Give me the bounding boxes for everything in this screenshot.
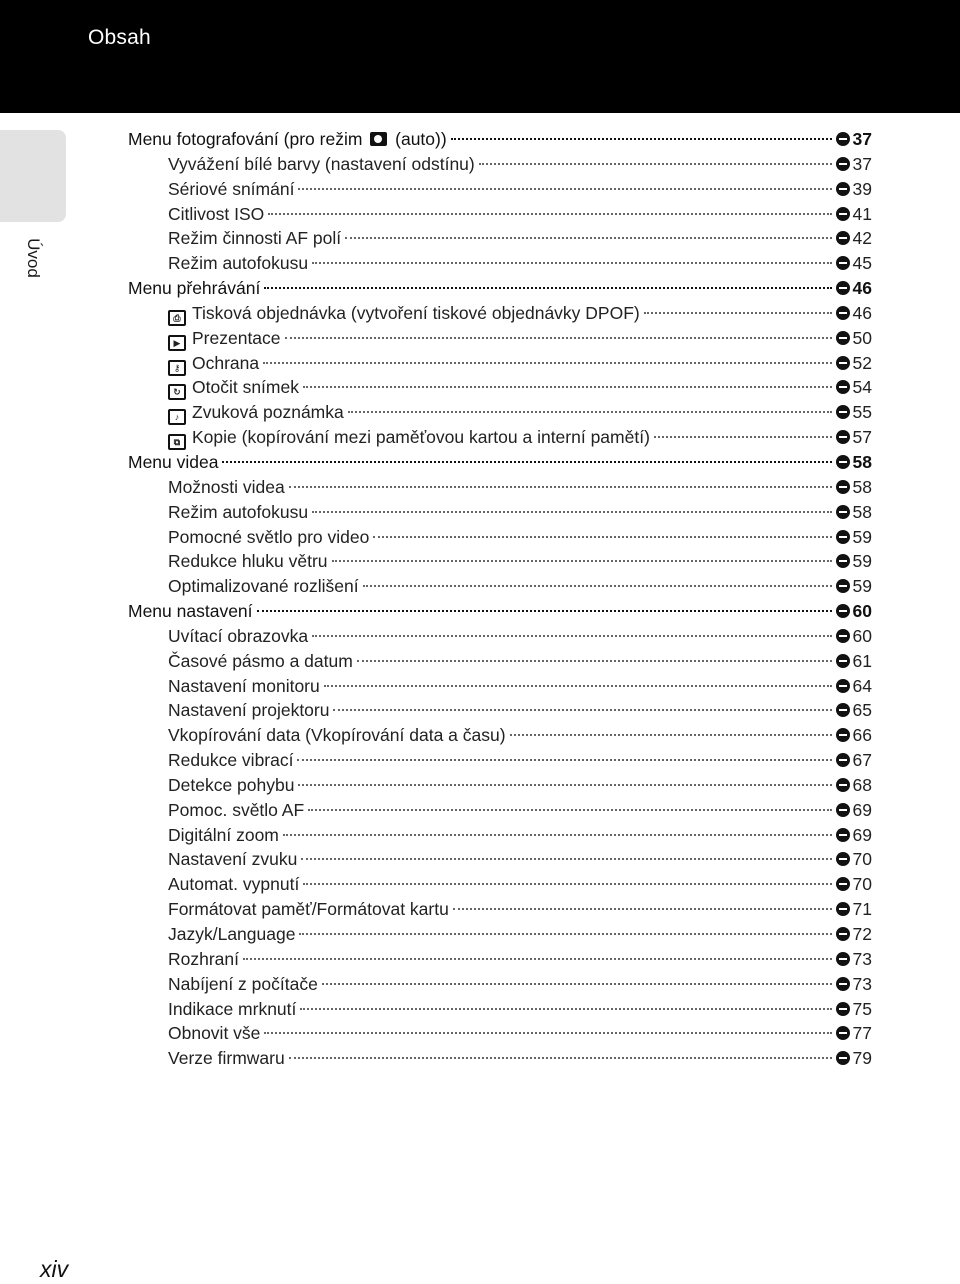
toc-entry-title: [168, 425, 650, 450]
toc-page-number: 73: [852, 973, 872, 994]
toc-title-text: Nastavení projektoru: [168, 700, 330, 721]
toc-page-number: 58: [852, 451, 872, 472]
toc-entry-title: [168, 574, 359, 599]
toc-title-text: Rozhraní: [168, 948, 240, 969]
toc-page-ref: [836, 177, 872, 202]
toc-section[interactable]: [128, 450, 872, 475]
toc-entry-title: [168, 351, 259, 376]
side-tab-label: Úvod: [24, 238, 43, 278]
toc-title-text: Detekce pohybu: [168, 774, 295, 795]
toc-title-text: Menu nastavení: [128, 601, 253, 622]
reference-section-icon: [836, 157, 850, 171]
page-header: [0, 0, 960, 113]
toc-page-ref: [836, 624, 872, 649]
toc-entry[interactable]: [128, 649, 872, 674]
toc-page-ref: [836, 549, 872, 574]
reference-section-icon: [836, 902, 850, 916]
toc-page-number: 73: [852, 948, 872, 969]
dot-leader: [644, 312, 832, 314]
toc-entry-title: [168, 947, 239, 972]
reference-section-icon: [836, 182, 850, 196]
toc-page-number: 60: [852, 601, 872, 622]
reference-section-icon: [836, 480, 850, 494]
toc-page-ref: [836, 922, 872, 947]
toc-page-number: 75: [852, 998, 872, 1019]
toc-page-number: 70: [852, 874, 872, 895]
toc-title-text: Redukce hluku větru: [168, 551, 328, 572]
toc-page-ref: [836, 475, 872, 500]
toc-entry-title: [168, 798, 304, 823]
reference-section-icon: [836, 629, 850, 643]
toc-entry[interactable]: [128, 475, 872, 500]
toc-entry-title: [168, 773, 294, 798]
reference-section-icon: [836, 530, 850, 544]
reference-section-icon: [836, 778, 850, 792]
reference-section-icon: [836, 728, 850, 742]
dot-leader: [301, 858, 831, 860]
toc-page-ref: [836, 202, 872, 227]
toc-entry[interactable]: [128, 251, 872, 276]
toc-page-ref: [836, 226, 872, 251]
reference-section-icon: [836, 405, 850, 419]
toc-page-ref: [836, 450, 872, 475]
toc-entry-title: [128, 599, 253, 624]
dot-leader: [357, 660, 832, 662]
toc-page-ref: [836, 748, 872, 773]
toc-title-text: Otočit snímek: [192, 377, 299, 398]
dot-leader: [298, 784, 831, 786]
toc-entry-title: [168, 972, 318, 997]
dot-leader: [322, 983, 832, 985]
reference-section-icon: [836, 654, 850, 668]
dot-leader: [285, 337, 832, 339]
dot-leader: [289, 486, 832, 488]
page-number: xiv: [40, 1256, 69, 1282]
toc-page-number: 69: [852, 824, 872, 845]
toc-page-number: 55: [852, 402, 872, 423]
toc-page-ref: [836, 326, 872, 351]
toc-page-number: 60: [852, 625, 872, 646]
toc-page-number: 58: [852, 476, 872, 497]
toc-entry-title: [168, 723, 506, 748]
toc-page-ref: [836, 276, 872, 301]
dot-leader: [373, 536, 831, 538]
dot-leader: [222, 461, 831, 463]
toc-entry-title: [128, 127, 447, 152]
toc-title-text: Menu přehrávání: [128, 278, 261, 299]
toc-entry[interactable]: [128, 152, 872, 177]
toc-title-part: (auto)): [390, 129, 447, 149]
toc-title-text: Digitální zoom: [168, 824, 279, 845]
toc-title-text: Vkopírování data (Vkopírování data a času): [168, 725, 506, 746]
toc-page-ref: [836, 375, 872, 400]
reference-section-icon: [836, 331, 850, 345]
toc-entry-title: [168, 748, 293, 773]
toc-entry-title: [168, 624, 308, 649]
camera-auto-icon: [370, 132, 387, 146]
toc-page-number: 46: [852, 278, 872, 299]
dot-leader: [654, 436, 832, 438]
toc-page-ref: [836, 872, 872, 897]
dot-leader: [289, 1057, 832, 1059]
reference-section-icon: [836, 977, 850, 991]
reference-section-icon: [836, 828, 850, 842]
toc-title-text: Sériové snímání: [168, 178, 295, 199]
toc-entry[interactable]: [128, 997, 872, 1022]
toc-title-text: Indikace mrknutí: [168, 998, 297, 1019]
toc-page-number: 65: [852, 700, 872, 721]
microphone-icon: ♪: [168, 409, 186, 425]
toc-page-number: 54: [852, 377, 872, 398]
toc-entry[interactable]: [128, 549, 872, 574]
toc-section[interactable]: [128, 599, 872, 624]
toc-entry-title: [168, 177, 294, 202]
toc-page-number: 52: [852, 352, 872, 373]
dot-leader: [264, 287, 831, 289]
toc-section[interactable]: [128, 127, 872, 152]
toc-entry[interactable]: [128, 947, 872, 972]
protect-key-icon: ⚷: [168, 360, 186, 376]
reference-section-icon: [836, 505, 850, 519]
toc-entry[interactable]: [128, 897, 872, 922]
toc-entry-title: [168, 897, 449, 922]
toc-title-text: Verze firmwaru: [168, 1048, 285, 1069]
toc-entry-title: [168, 525, 369, 550]
dot-leader: [243, 958, 832, 960]
toc-entry-title: [168, 549, 328, 574]
toc-title-text: Nastavení zvuku: [168, 849, 298, 870]
toc-page-number: 39: [852, 178, 872, 199]
toc-page-ref: [836, 997, 872, 1022]
toc-entry[interactable]: [128, 698, 872, 723]
toc-page-ref: [836, 525, 872, 550]
toc-page-ref: [836, 698, 872, 723]
toc-page-number: 59: [852, 526, 872, 547]
toc-title-text: Možnosti videa: [168, 476, 285, 497]
dot-leader: [303, 386, 832, 388]
reference-section-icon: [836, 1051, 850, 1065]
toc-title-text: Nastavení monitoru: [168, 675, 320, 696]
toc-title-text: Menu videa: [128, 451, 219, 472]
toc-title-text: Režim autofokusu: [168, 253, 309, 274]
toc-entry-title: [128, 450, 218, 475]
toc-page-number: 68: [852, 774, 872, 795]
print-order-icon: ⎙: [168, 310, 186, 326]
toc-entry[interactable]: [128, 400, 872, 425]
toc-entry-title: [168, 375, 299, 400]
toc-page-ref: [836, 574, 872, 599]
toc-title-text: Optimalizované rozlišení: [168, 576, 359, 597]
toc-entry[interactable]: [128, 847, 872, 872]
dot-leader: [264, 1032, 831, 1034]
toc-entry[interactable]: [128, 773, 872, 798]
toc-page-ref: [836, 847, 872, 872]
reference-section-icon: [836, 679, 850, 693]
toc-page-number: 58: [852, 501, 872, 522]
dot-leader: [299, 933, 831, 935]
dot-leader: [300, 1008, 831, 1010]
toc-page-ref: [836, 674, 872, 699]
toc-title-text: Citlivost ISO: [168, 203, 265, 224]
reference-section-icon: [836, 753, 850, 767]
reference-section-icon: [836, 604, 850, 618]
dot-leader: [298, 188, 831, 190]
toc-page-ref: [836, 599, 872, 624]
reference-section-icon: [836, 703, 850, 717]
dot-leader: [453, 908, 832, 910]
toc-entry-title: [168, 872, 299, 897]
dot-leader: [297, 759, 831, 761]
dot-leader: [312, 511, 831, 513]
toc-page-ref: [836, 972, 872, 997]
toc-page-number: 57: [852, 427, 872, 448]
toc-title-text: Režim autofokusu: [168, 501, 309, 522]
toc-page-number: 70: [852, 849, 872, 870]
toc-page-ref: [836, 500, 872, 525]
toc-entry[interactable]: [128, 375, 872, 400]
reference-section-icon: [836, 380, 850, 394]
toc-page-ref: [836, 1021, 872, 1046]
toc-entry-title: [168, 475, 285, 500]
toc-entry[interactable]: [128, 301, 872, 326]
toc-title-text: Uvítací obrazovka: [168, 625, 309, 646]
toc-entry-title: [168, 400, 344, 425]
toc-page-ref: [836, 897, 872, 922]
toc-title-text: Automat. vypnutí: [168, 874, 300, 895]
toc-entry[interactable]: [128, 748, 872, 773]
toc-title-text: Pomoc. světlo AF: [168, 799, 305, 820]
toc-entry[interactable]: [128, 922, 872, 947]
side-tab: [0, 130, 66, 222]
toc-page-ref: [836, 425, 872, 450]
toc-entry[interactable]: [128, 525, 872, 550]
toc-page-ref: [836, 773, 872, 798]
toc-title-text: Obnovit vše: [168, 1023, 261, 1044]
reference-section-icon: [836, 306, 850, 320]
slideshow-icon: ▶: [168, 335, 186, 351]
toc-entry[interactable]: [128, 872, 872, 897]
dot-leader: [312, 262, 831, 264]
toc-entry[interactable]: [128, 823, 872, 848]
rotate-image-icon: ↻: [168, 384, 186, 400]
reference-section-icon: [836, 231, 850, 245]
dot-leader: [312, 635, 831, 637]
dot-leader: [324, 685, 832, 687]
toc-entry[interactable]: [128, 972, 872, 997]
copy-icon: ⧉: [168, 434, 186, 450]
toc-entry[interactable]: [128, 351, 872, 376]
toc-page-number: 71: [852, 899, 872, 920]
dot-leader: [348, 411, 832, 413]
reference-section-icon: [836, 132, 850, 146]
reference-section-icon: [836, 579, 850, 593]
reference-section-icon: [836, 207, 850, 221]
toc-page-ref: [836, 798, 872, 823]
toc-page-number: 46: [852, 302, 872, 323]
toc-page-number: 61: [852, 650, 872, 671]
reference-section-icon: [836, 1026, 850, 1040]
toc-entry-title: [128, 276, 260, 301]
toc-entry-title: [168, 326, 281, 351]
reference-section-icon: [836, 1002, 850, 1016]
toc-page-number: 45: [852, 253, 872, 274]
dot-leader: [451, 138, 832, 140]
reference-section-icon: [836, 455, 850, 469]
reference-section-icon: [836, 927, 850, 941]
reference-section-icon: [836, 356, 850, 370]
toc-entry[interactable]: [128, 500, 872, 525]
toc-page-ref: [836, 723, 872, 748]
dot-leader: [333, 709, 831, 711]
toc-title-text: Nabíjení z počítače: [168, 973, 318, 994]
toc-entry[interactable]: [128, 574, 872, 599]
toc-page-number: 77: [852, 1023, 872, 1044]
toc-title-text: Kopie (kopírování mezi paměťovou kartou a interní pamětí): [192, 427, 650, 448]
reference-section-icon: [836, 877, 850, 891]
toc-entry-title: [168, 500, 308, 525]
toc-title-text: Jazyk/Language: [168, 924, 296, 944]
toc-title-text: Prezentace: [192, 327, 281, 348]
toc-entry-title: [168, 202, 264, 227]
toc-page-number: 79: [852, 1048, 872, 1069]
dot-leader: [332, 560, 832, 562]
dot-leader: [283, 834, 832, 836]
toc-page-ref: [836, 301, 872, 326]
toc-entry-title: [168, 226, 341, 251]
toc-page-number: 41: [852, 203, 872, 224]
toc-page-ref: [836, 152, 872, 177]
toc-page-ref: [836, 251, 872, 276]
toc-title-text: Vyvážení bílé barvy (nastavení odstínu): [168, 153, 475, 174]
dot-leader: [303, 883, 831, 885]
toc-page-ref: [836, 649, 872, 674]
toc-entry-title: [168, 997, 296, 1022]
toc-entry[interactable]: [128, 1021, 872, 1046]
toc-page-ref: [836, 127, 872, 152]
toc-title-text: Režim činnosti AF polí: [168, 228, 342, 249]
toc-title-text: Tisková objednávka (vytvoření tiskové objednávky DPOF): [192, 302, 640, 323]
toc-title-text: Zvuková poznámka: [192, 402, 344, 423]
toc-entry-title: [168, 823, 279, 848]
toc-page-ref: [836, 1046, 872, 1071]
toc-page-number: 50: [852, 327, 872, 348]
toc-page-number: 59: [852, 551, 872, 572]
toc-entry-title: [168, 922, 295, 947]
toc-entry[interactable]: [128, 723, 872, 748]
toc-entry[interactable]: [128, 425, 872, 450]
toc-title-text: Ochrana: [192, 352, 260, 373]
dot-leader: [308, 809, 831, 811]
dot-leader: [363, 585, 832, 587]
toc-page-number: 69: [852, 799, 872, 820]
toc-entry-title: [168, 251, 308, 276]
toc-entry[interactable]: [128, 624, 872, 649]
reference-section-icon: [836, 281, 850, 295]
toc-entry-title: [168, 1021, 260, 1046]
toc-entry-title: [168, 698, 329, 723]
toc-entry[interactable]: [128, 326, 872, 351]
toc-entry-title: [168, 674, 320, 699]
dot-leader: [510, 734, 832, 736]
dot-leader: [268, 213, 831, 215]
toc-title-part: Menu fotografování (pro režim: [128, 129, 368, 149]
reference-section-icon: [836, 803, 850, 817]
toc-entry[interactable]: [128, 177, 872, 202]
toc-section[interactable]: [128, 276, 872, 301]
toc-title-text: Redukce vibrací: [168, 750, 294, 771]
toc-title-text: Pomocné světlo pro video: [168, 526, 370, 547]
toc-entry-title: [168, 1046, 285, 1071]
toc-page-ref: [836, 823, 872, 848]
dot-leader: [257, 610, 832, 612]
toc-entry[interactable]: [128, 1046, 872, 1071]
toc-page-number: 67: [852, 750, 872, 771]
reference-section-icon: [836, 430, 850, 444]
dot-leader: [479, 163, 832, 165]
dot-leader: [345, 237, 831, 239]
reference-section-icon: [836, 952, 850, 966]
toc-entry-title: [168, 649, 353, 674]
toc-title-text: Časové pásmo a datum: [168, 650, 353, 671]
toc-page-ref: [836, 947, 872, 972]
dot-leader: [263, 362, 831, 364]
toc-page-number: 37: [852, 129, 872, 149]
header-title: Obsah: [88, 26, 151, 49]
toc-page-number: 66: [852, 725, 872, 746]
toc-entry[interactable]: [128, 202, 872, 227]
toc-page-ref: [836, 351, 872, 376]
toc-page-number: 37: [852, 153, 872, 174]
table-of-contents: [128, 127, 872, 1071]
toc-page-number: 64: [852, 675, 872, 696]
toc-title-text: Formátovat paměť/Formátovat kartu: [168, 899, 449, 920]
toc-entry[interactable]: [128, 226, 872, 251]
reference-section-icon: [836, 256, 850, 270]
toc-page-number: 72: [852, 924, 872, 944]
toc-entry-title: [168, 301, 640, 326]
toc-entry[interactable]: [128, 798, 872, 823]
toc-page-number: 42: [852, 228, 872, 249]
toc-entry-title: [168, 847, 297, 872]
toc-page-number: 59: [852, 576, 872, 597]
reference-section-icon: [836, 852, 850, 866]
reference-section-icon: [836, 554, 850, 568]
toc-entry[interactable]: [128, 674, 872, 699]
toc-page-ref: [836, 400, 872, 425]
toc-entry-title: [168, 152, 475, 177]
